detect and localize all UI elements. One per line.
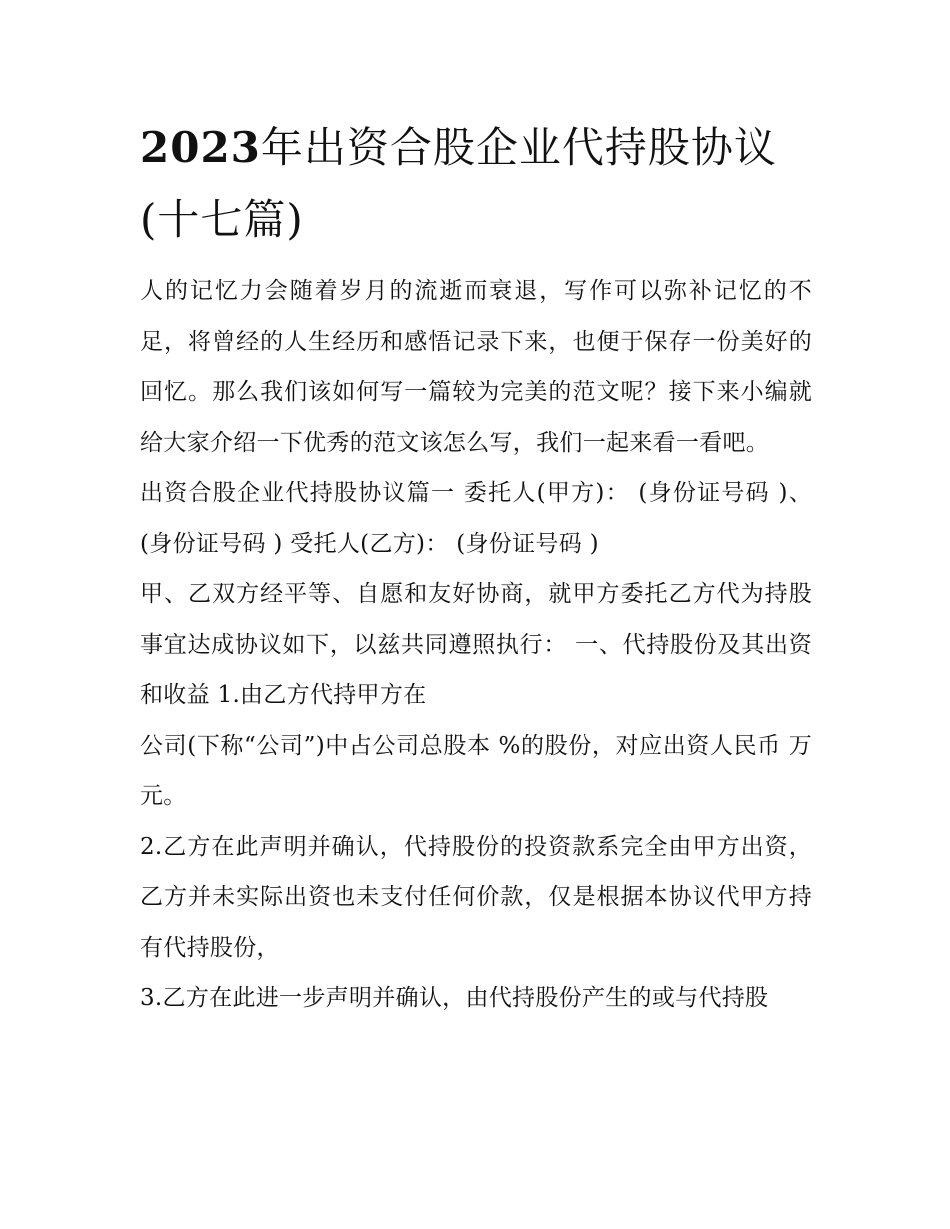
agreement-paragraph: 甲、乙双方经平等、自愿和友好协商，就甲方委托乙方代为持股事宜达成协议如下，以兹共同遵照执行： 一、代持股份及其出资和收益 1.由乙方代持甲方在 (140, 581, 812, 708)
title-text: 年出资合股企业代持股协议(十七篇) (140, 123, 777, 244)
document-title (140, 112, 812, 256)
intro-paragraph: 人的记忆力会随着岁月的流逝而衰退，写作可以弥补记忆的不足，将曾经的人生经历和感悟记录下来，也便于保存一份美好的回忆。那么我们该如何写一篇较为完美的范文呢？接下来小编就给大家介绍一下优秀的范文该怎么写，我们一起来看一看吧。 (140, 278, 812, 456)
clause-2-paragraph: 2.乙方在此声明并确认，代持股份的投资款系完全由甲方出资，乙方并未实际出资也未支付任何价款，仅是根据本协议代甲方持有代持股份， (140, 833, 812, 961)
document-body (140, 266, 812, 1024)
shareholding-paragraph: 公司(下称“公司”)中占公司总股本 %的股份，对应出资人民币 万元。 (140, 732, 812, 809)
title-year: 2023 (140, 123, 261, 172)
parties-paragraph: 出资合股企业代持股协议篇一 委托人(甲方)： (身份证号码 )、 (身份证号码 ) 受托人(乙方)： (身份证号码 ) (140, 480, 812, 557)
clause-3-paragraph: 3.乙方在此进一步声明并确认，由代持股份产生的或与代持股 (140, 985, 769, 1011)
document-page (140, 112, 812, 1024)
